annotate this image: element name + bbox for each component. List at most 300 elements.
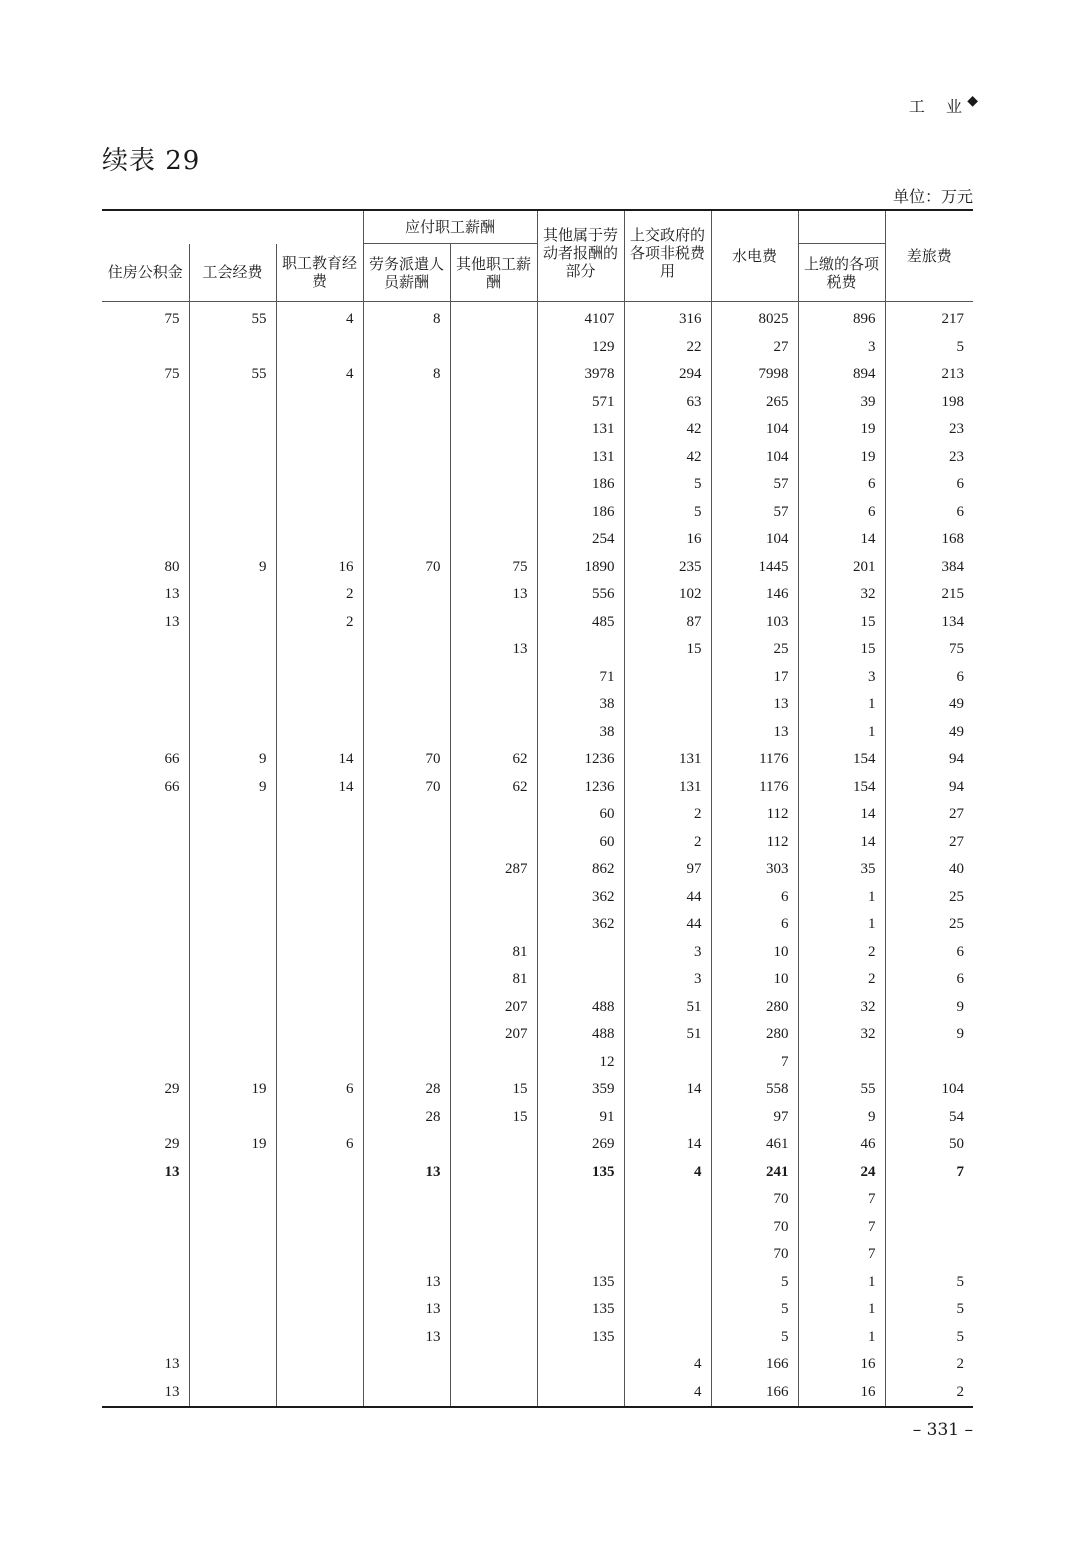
table-cell: 32 — [798, 1021, 885, 1049]
table-cell — [189, 1021, 276, 1049]
table-cell: 217 — [885, 302, 973, 334]
table-cell: 66 — [164, 778, 180, 795]
table-cell: 6 — [885, 664, 973, 692]
table-cell — [102, 911, 189, 939]
table-cell: 42 — [624, 444, 711, 472]
table-cell: 241 — [711, 1159, 798, 1187]
table-cell: 70 — [363, 774, 450, 802]
table-cell — [624, 1241, 711, 1269]
col-header-nontax-fees: 上交政府的各项非税费用 — [624, 210, 711, 302]
table-cell: 154 — [798, 746, 885, 774]
table-cell: 131 — [537, 416, 624, 444]
table-cell — [363, 609, 450, 637]
table-cell — [885, 1214, 973, 1242]
table-cell: 13 — [363, 1296, 450, 1324]
table-cell — [450, 334, 537, 362]
table-cell: 2 — [885, 1379, 973, 1408]
table-cell: 75 — [885, 636, 973, 664]
table-cell: 3978 — [537, 361, 624, 389]
table-cell: 186 — [537, 471, 624, 499]
table-cell — [450, 1379, 537, 1408]
table-cell — [189, 884, 276, 912]
table-cell — [537, 1379, 624, 1408]
table-cell — [537, 1241, 624, 1269]
table-cell: 6 — [798, 499, 885, 527]
table-cell: 42 — [624, 416, 711, 444]
table-cell — [363, 856, 450, 884]
table-cell — [537, 1351, 624, 1379]
table-cell — [363, 471, 450, 499]
table-cell: 213 — [885, 361, 973, 389]
table-cell: 104 — [885, 1076, 973, 1104]
table-row — [102, 1131, 973, 1159]
table-cell — [363, 691, 450, 719]
table-cell — [363, 966, 450, 994]
table-cell: 60 — [537, 829, 624, 857]
table-cell — [537, 636, 624, 664]
table-cell: 97 — [624, 856, 711, 884]
table-row — [102, 1379, 973, 1408]
table-cell: 13 — [363, 1324, 450, 1352]
table-cell — [624, 1049, 711, 1077]
table-row — [102, 554, 973, 582]
table-body — [102, 302, 973, 1408]
table-cell — [276, 994, 363, 1022]
page-number: – 331 – — [912, 1420, 973, 1440]
table-cell — [450, 1351, 537, 1379]
table-cell — [102, 444, 189, 472]
table-cell — [363, 389, 450, 417]
table-row — [102, 911, 973, 939]
table-cell: 14 — [798, 829, 885, 857]
table-cell — [450, 1324, 537, 1352]
table-cell — [102, 499, 189, 527]
table-cell: 23 — [885, 416, 973, 444]
header-blank — [102, 210, 363, 244]
table-cell: 2 — [885, 1351, 973, 1379]
table-cell: 2 — [798, 966, 885, 994]
table-cell: 94 — [885, 746, 973, 774]
table-row — [102, 829, 973, 857]
table-cell: 558 — [711, 1076, 798, 1104]
table-cell: 485 — [537, 609, 624, 637]
table-cell — [102, 1214, 189, 1242]
table-cell: 6 — [711, 884, 798, 912]
table-cell: 57 — [711, 471, 798, 499]
table-row — [102, 1296, 973, 1324]
table-cell: 15 — [450, 1104, 537, 1132]
table-cell: 154 — [798, 774, 885, 802]
table-cell: 7 — [711, 1049, 798, 1077]
table-cell: 63 — [624, 389, 711, 417]
table-cell — [102, 801, 189, 829]
table-cell: 5 — [885, 1324, 973, 1352]
table-cell — [624, 1214, 711, 1242]
table-cell: 7 — [798, 1186, 885, 1214]
table-cell — [102, 664, 189, 692]
table-cell — [450, 302, 537, 334]
table-cell — [450, 389, 537, 417]
table-row — [102, 1104, 973, 1132]
table-cell: 129 — [537, 334, 624, 362]
table-cell — [189, 1049, 276, 1077]
table-cell: 97 — [711, 1104, 798, 1132]
table-cell — [102, 1296, 189, 1324]
table-cell — [102, 1186, 189, 1214]
table-cell: 8025 — [711, 302, 798, 334]
table-cell: 62 — [450, 774, 537, 802]
table-cell — [189, 1241, 276, 1269]
table-row — [102, 746, 973, 774]
table-cell: 13 — [450, 581, 537, 609]
table-cell — [624, 664, 711, 692]
table-row — [102, 1351, 973, 1379]
table-row — [102, 416, 973, 444]
table-row — [102, 1214, 973, 1242]
col-header-education-fee: 职工教育经费 — [276, 244, 363, 302]
table-cell: 265 — [711, 389, 798, 417]
table-cell — [363, 1351, 450, 1379]
col-header-taxes-paid: 上缴的各项税费 — [798, 244, 885, 302]
table-cell — [363, 526, 450, 554]
table-cell: 55 — [189, 361, 276, 389]
table-cell — [276, 884, 363, 912]
table-cell: 13 — [102, 1379, 189, 1408]
table-cell: 280 — [711, 994, 798, 1022]
table-cell: 25 — [885, 884, 973, 912]
table-row — [102, 664, 973, 692]
table-cell — [102, 939, 189, 967]
table-cell: 15 — [798, 609, 885, 637]
table-cell — [189, 911, 276, 939]
table-cell: 269 — [537, 1131, 624, 1159]
table-cell — [450, 444, 537, 472]
table-cell: 7 — [885, 1159, 973, 1187]
table-cell: 55 — [798, 1076, 885, 1104]
table-cell — [189, 1214, 276, 1242]
table-row — [102, 939, 973, 967]
table-cell: 287 — [450, 856, 537, 884]
table-cell: 6 — [885, 471, 973, 499]
table-cell — [798, 1049, 885, 1077]
table-cell: 2 — [798, 939, 885, 967]
table-cell — [102, 966, 189, 994]
table-cell — [276, 1214, 363, 1242]
table-cell: 4 — [624, 1159, 711, 1187]
table-cell — [189, 939, 276, 967]
table-cell: 1 — [798, 1324, 885, 1352]
table-cell — [450, 691, 537, 719]
table-cell: 13 — [363, 1269, 450, 1297]
table-cell — [276, 939, 363, 967]
table-cell: 81 — [450, 966, 537, 994]
table-cell: 1176 — [711, 774, 798, 802]
table-cell — [450, 911, 537, 939]
table-cell: 66 — [164, 751, 180, 768]
table-cell: 13 — [164, 586, 180, 603]
table-cell — [276, 444, 363, 472]
table-cell — [276, 636, 363, 664]
table-cell: 14 — [624, 1076, 711, 1104]
table-cell: 6 — [885, 499, 973, 527]
table-cell: 166 — [711, 1379, 798, 1408]
table-cell: 7998 — [711, 361, 798, 389]
table-cell: 1 — [798, 884, 885, 912]
table-cell: 38 — [537, 719, 624, 747]
table-cell: 488 — [537, 994, 624, 1022]
table-row — [102, 444, 973, 472]
table-cell: 75 — [164, 366, 180, 383]
table-cell — [189, 581, 276, 609]
table-cell: 57 — [711, 499, 798, 527]
col-header-other-labor: 其他属于劳动者报酬的部分 — [537, 210, 624, 302]
table-cell: 5 — [885, 1296, 973, 1324]
table-cell — [102, 1324, 189, 1352]
table-cell: 28 — [363, 1104, 450, 1132]
table-cell — [276, 1159, 363, 1187]
table-cell: 4 — [276, 361, 363, 389]
table-cell: 55 — [189, 302, 276, 334]
table-cell — [450, 1214, 537, 1242]
table-cell: 168 — [885, 526, 973, 554]
table-cell: 135 — [537, 1296, 624, 1324]
table-cell: 14 — [798, 526, 885, 554]
table-cell: 9 — [885, 1021, 973, 1049]
table-cell: 13 — [711, 719, 798, 747]
table-row — [102, 774, 973, 802]
table-cell — [624, 1186, 711, 1214]
table-cell — [276, 499, 363, 527]
table-cell: 894 — [798, 361, 885, 389]
table-cell: 32 — [798, 994, 885, 1022]
col-header-utilities: 水电费 — [711, 210, 798, 302]
table-cell — [450, 719, 537, 747]
table-cell: 135 — [537, 1324, 624, 1352]
table-cell: 70 — [711, 1214, 798, 1242]
table-cell: 146 — [711, 581, 798, 609]
table-cell: 5 — [711, 1324, 798, 1352]
table-cell: 91 — [537, 1104, 624, 1132]
table-cell: 13 — [450, 636, 537, 664]
table-cell — [189, 994, 276, 1022]
table-cell — [363, 636, 450, 664]
table-row — [102, 1021, 973, 1049]
table-cell: 488 — [537, 1021, 624, 1049]
table-cell — [102, 719, 189, 747]
table-cell — [624, 719, 711, 747]
table-cell: 362 — [537, 884, 624, 912]
table-cell — [189, 389, 276, 417]
table-cell: 201 — [798, 554, 885, 582]
table-cell — [102, 1104, 189, 1132]
table-cell — [276, 1186, 363, 1214]
table-cell — [276, 664, 363, 692]
table-cell: 5 — [885, 334, 973, 362]
table-cell: 461 — [711, 1131, 798, 1159]
table-cell — [189, 801, 276, 829]
table-cell: 27 — [711, 334, 798, 362]
table-cell — [450, 499, 537, 527]
table-cell: 1176 — [711, 746, 798, 774]
table-row — [102, 609, 973, 637]
table-cell: 556 — [537, 581, 624, 609]
table-row — [102, 471, 973, 499]
table-cell: 2 — [276, 609, 363, 637]
table-cell — [276, 1241, 363, 1269]
table-cell: 16 — [798, 1379, 885, 1408]
table-cell: 70 — [363, 554, 450, 582]
table-cell — [450, 416, 537, 444]
table-cell — [189, 1269, 276, 1297]
table-cell — [102, 994, 189, 1022]
table-cell: 40 — [885, 856, 973, 884]
col-header-other-pay: 其他职工薪酬 — [450, 244, 537, 302]
table-cell — [276, 1021, 363, 1049]
table-cell: 303 — [711, 856, 798, 884]
table-cell: 27 — [885, 801, 973, 829]
table-cell: 4107 — [537, 302, 624, 334]
table-cell — [276, 1269, 363, 1297]
table-row — [102, 636, 973, 664]
col-header-housing-fund: 住房公积金 — [102, 244, 189, 302]
table-cell: 9 — [798, 1104, 885, 1132]
table-cell — [450, 361, 537, 389]
table-cell: 1445 — [711, 554, 798, 582]
table-cell — [450, 1269, 537, 1297]
table-cell: 7 — [798, 1214, 885, 1242]
table-cell — [450, 1049, 537, 1077]
table-cell: 4 — [624, 1351, 711, 1379]
table-cell: 359 — [537, 1076, 624, 1104]
header-blank-taxes — [798, 210, 885, 244]
table-row — [102, 719, 973, 747]
table-cell: 8 — [363, 302, 450, 334]
table-cell — [276, 1049, 363, 1077]
table-cell: 1236 — [537, 774, 624, 802]
table-cell — [189, 471, 276, 499]
table-row — [102, 581, 973, 609]
table-cell: 7 — [798, 1241, 885, 1269]
table-row — [102, 856, 973, 884]
table-cell — [189, 334, 276, 362]
table-row — [102, 334, 973, 362]
table-cell — [276, 719, 363, 747]
col-header-union-fee: 工会经费 — [189, 244, 276, 302]
table-cell — [450, 664, 537, 692]
table-cell: 9 — [189, 746, 276, 774]
table-cell: 112 — [711, 801, 798, 829]
table-cell: 571 — [537, 389, 624, 417]
table-row — [102, 302, 973, 334]
table-cell: 35 — [798, 856, 885, 884]
table-cell — [276, 471, 363, 499]
table-cell — [363, 499, 450, 527]
table-cell — [363, 1049, 450, 1077]
table-cell — [450, 609, 537, 637]
table-cell: 87 — [624, 609, 711, 637]
table-cell: 62 — [450, 746, 537, 774]
table-cell: 19 — [798, 444, 885, 472]
table-cell: 104 — [711, 444, 798, 472]
table-cell: 6 — [885, 939, 973, 967]
table-cell — [189, 691, 276, 719]
table-cell: 280 — [711, 1021, 798, 1049]
group-header-payable-wages: 应付职工薪酬 — [363, 210, 537, 244]
table-cell — [624, 691, 711, 719]
table-cell: 135 — [537, 1159, 624, 1187]
table-cell — [363, 884, 450, 912]
table-cell — [363, 1186, 450, 1214]
table-cell — [102, 691, 189, 719]
table-cell — [363, 416, 450, 444]
table-cell — [276, 526, 363, 554]
unit-label: 单位：万元 — [892, 187, 973, 206]
table-row — [102, 526, 973, 554]
table-cell — [363, 1241, 450, 1269]
table-cell: 1890 — [537, 554, 624, 582]
table-row — [102, 994, 973, 1022]
table-cell — [363, 1131, 450, 1159]
table-cell — [102, 1049, 189, 1077]
table-cell: 896 — [798, 302, 885, 334]
table-cell: 1 — [798, 719, 885, 747]
table-cell — [276, 966, 363, 994]
table-cell: 94 — [885, 774, 973, 802]
table-cell: 14 — [798, 801, 885, 829]
table-cell: 3 — [798, 664, 885, 692]
table-row — [102, 1049, 973, 1077]
table-cell — [189, 609, 276, 637]
table-cell: 46 — [798, 1131, 885, 1159]
table-cell — [276, 389, 363, 417]
table-cell — [189, 1296, 276, 1324]
table-cell — [450, 526, 537, 554]
table-cell: 6 — [885, 966, 973, 994]
table-cell — [363, 1021, 450, 1049]
table-cell: 254 — [537, 526, 624, 554]
table-cell — [450, 471, 537, 499]
table-cell: 15 — [624, 636, 711, 664]
table-cell: 16 — [276, 554, 363, 582]
table-cell — [189, 1186, 276, 1214]
table-cell — [102, 1269, 189, 1297]
table-cell: 2 — [624, 829, 711, 857]
table-cell — [363, 994, 450, 1022]
table-cell — [102, 856, 189, 884]
table-cell: 51 — [624, 994, 711, 1022]
table-cell — [885, 1049, 973, 1077]
table-cell: 316 — [624, 302, 711, 334]
table-cell: 28 — [363, 1076, 450, 1104]
table-row — [102, 1324, 973, 1352]
table-cell: 12 — [537, 1049, 624, 1077]
table-row — [102, 1186, 973, 1214]
table-cell: 5 — [624, 471, 711, 499]
table-cell: 131 — [624, 774, 711, 802]
table-cell: 1236 — [537, 746, 624, 774]
table-cell — [363, 334, 450, 362]
table-cell: 24 — [798, 1159, 885, 1187]
table-cell: 1 — [798, 1296, 885, 1324]
table-cell: 104 — [711, 416, 798, 444]
table-cell: 384 — [885, 554, 973, 582]
table-cell: 9 — [885, 994, 973, 1022]
statistics-table — [102, 209, 973, 1408]
table-row — [102, 1241, 973, 1269]
table-cell — [189, 1379, 276, 1408]
table-cell: 29 — [164, 1081, 180, 1098]
table-cell: 49 — [885, 719, 973, 747]
